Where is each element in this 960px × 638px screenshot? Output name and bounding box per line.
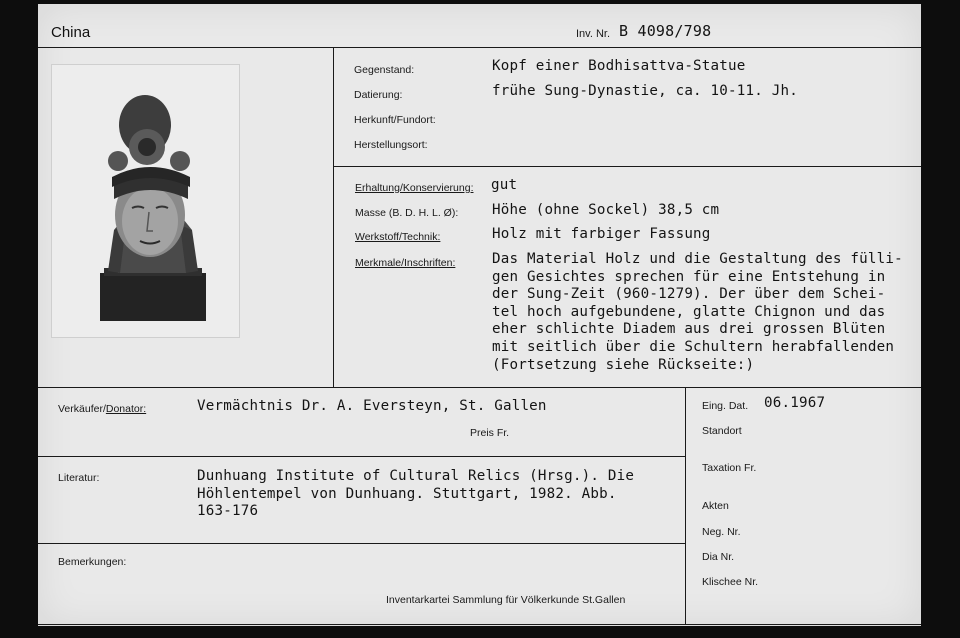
werkstoff-value: Holz mit farbiger Fassung [492,226,711,242]
inv-number: B 4098/798 [619,22,712,40]
merkmale-line: (Fortsetzung siehe Rückseite:) [492,356,755,373]
dia-label: Dia Nr. [702,551,735,563]
card-footer: Inventarkartei Sammlung für Völkerkunde St.Gallen [386,594,626,606]
inv-label: Inv. Nr. [576,28,611,40]
verkaeufer-value: Vermächtnis Dr. A. Eversteyn, St. Gallen [197,398,547,414]
merkmale-line: Das Material Holz und die Gestaltung des fülli- [492,251,903,267]
divider-photo-column [333,47,334,387]
merkmale-line: gen Gesichtes sprechen für eine Entstehung in [492,268,886,285]
divider-main-lower [38,387,921,388]
taxation-label: Taxation Fr. [702,462,757,474]
donator-label-text: Donator: [105,403,147,415]
herkunft-label: Herkunft/Fundort: [354,114,436,126]
divider-acquisition-literature [38,456,685,457]
akten-label: Akten [702,500,729,512]
merkmale-line: tel hoch aufgebundene, glatte Chignon und das [492,303,886,320]
literatur-line: 163-176 [197,503,259,520]
merkmale-line: eher schlichte Diadem aus drei grossen Blüten [492,321,886,338]
merkmale-text [492,251,903,374]
divider-header [38,47,921,48]
neg-label: Neg. Nr. [702,526,741,538]
bemerkungen-label: Bemerkungen: [58,556,127,568]
datierung-label: Datierung: [354,89,403,101]
divider-admin-column [685,387,686,624]
standort-label: Standort [702,425,742,437]
verkaeufer-label-text: Verkäufer/ [58,403,106,415]
herstellungsort-label: Herstellungsort: [354,139,428,151]
country: China [51,24,91,41]
erhaltung-label: Erhaltung/Konservierung: [355,182,474,194]
werkstoff-label: Werkstoff/Technik: [355,231,441,243]
merkmale-line: mit seitlich über die Schultern herabfallenden [492,338,895,355]
masse-value: Höhe (ohne Sockel) 38,5 cm [492,202,720,218]
object-photo [51,64,240,338]
merkmale-line: der Sung-Zeit (960-1279). Der über dem Schei- [492,286,886,303]
literatur-line: Dunhuang Institute of Cultural Relics (Hrsg.). Die [197,468,635,484]
merkmale-label: Merkmale/Inschriften: [355,257,456,269]
literatur-label: Literatur: [58,472,100,484]
klischee-label: Klischee Nr. [702,576,759,588]
literatur-text [197,468,634,521]
divider-literature-remarks [38,543,685,544]
preis-label: Preis Fr. [470,427,510,439]
datierung-value: frühe Sung-Dynastie, ca. 10-11. Jh. [492,83,798,99]
masse-label: Masse (B. D. H. L. Ø): [355,207,459,219]
divider-card-bottom [38,624,921,625]
gegenstand-label: Gegenstand: [354,64,415,76]
erhaltung-value: gut [491,177,518,193]
verkaeufer-label [58,403,146,415]
gegenstand-value: Kopf einer Bodhisattva-Statue [492,58,746,74]
eingang-label: Eing. Dat. [702,400,749,412]
eingang-value: 06.1967 [764,395,826,411]
literatur-line: Höhlentempel von Dunhuang. Stuttgart, 1982. Abb. [197,485,617,502]
divider-object-condition [334,166,921,167]
